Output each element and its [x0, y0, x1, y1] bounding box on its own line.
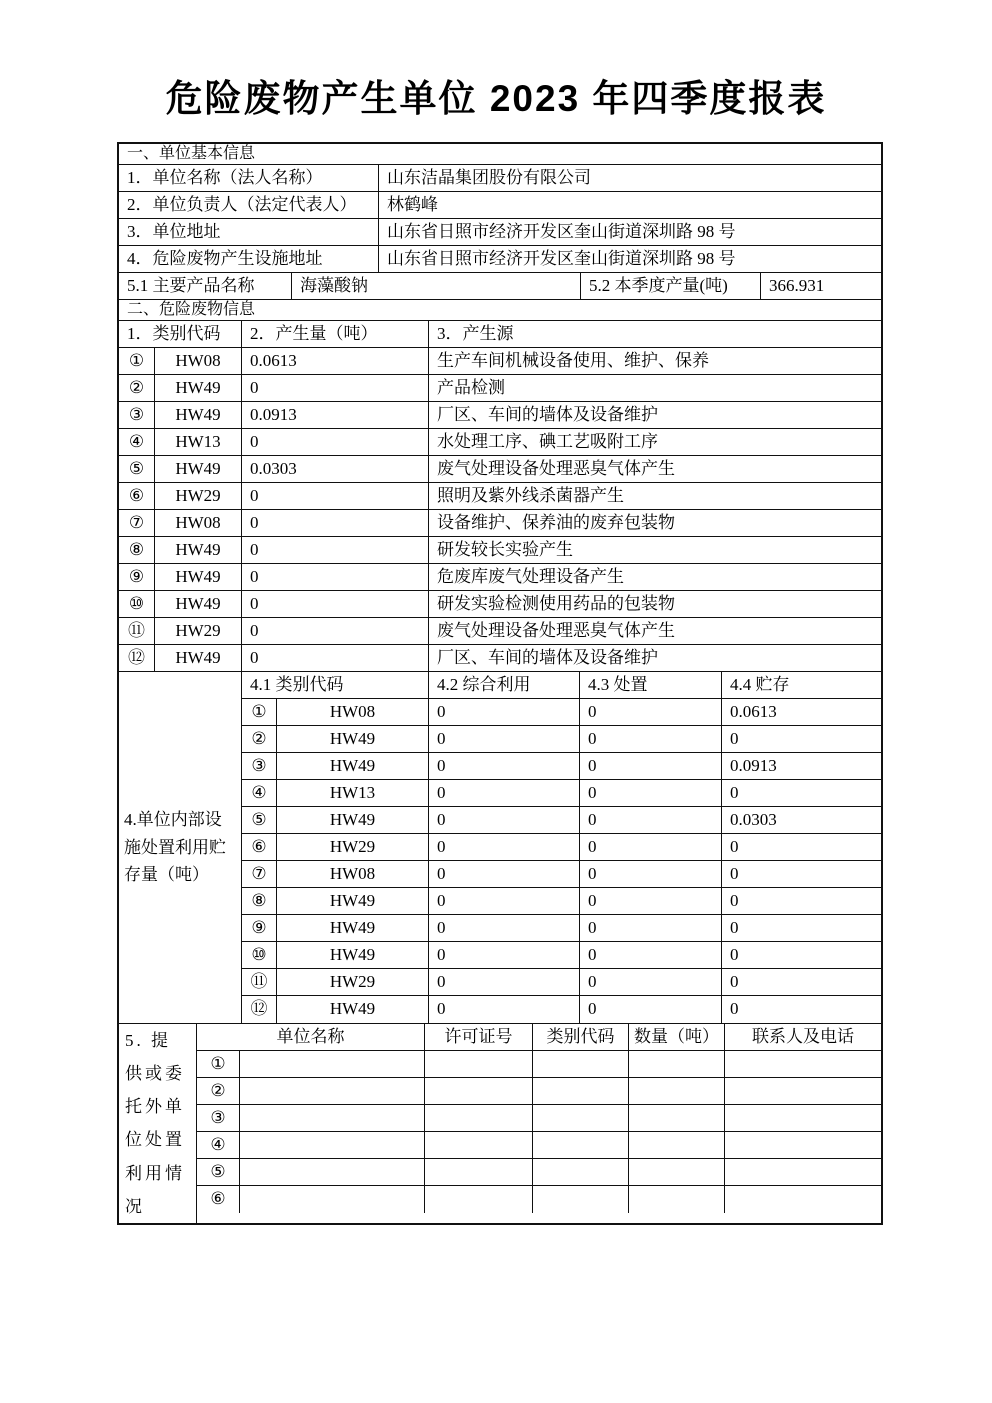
- contact-cell: [725, 1186, 881, 1213]
- waste-code: HW49: [277, 915, 429, 941]
- section5-grid: [197, 1024, 881, 1223]
- waste-row: [119, 591, 881, 618]
- dispose-qty: 0: [580, 780, 722, 806]
- unit-name-cell: [240, 1159, 425, 1185]
- row-no: ⑥: [119, 483, 155, 509]
- field-value: 山东省日照市经济开发区奎山街道深圳路 98 号: [387, 221, 736, 241]
- row-no: ⑫: [119, 645, 155, 671]
- qty-cell: [629, 1186, 725, 1213]
- row-no: ④: [197, 1132, 240, 1158]
- waste-row: [119, 537, 881, 564]
- waste-source: 生产车间机械设备使用、维护、保养: [437, 350, 709, 370]
- waste-code: HW49: [155, 402, 242, 428]
- use-qty: 0: [429, 753, 580, 779]
- col-header-qty: 2．产生量（吨）: [242, 321, 429, 347]
- external-row: [197, 1051, 881, 1078]
- waste-code: HW49: [277, 996, 429, 1023]
- waste-code: HW29: [155, 618, 242, 644]
- waste-code: HW08: [277, 861, 429, 887]
- waste-code: HW49: [155, 537, 242, 563]
- waste-qty: 0: [242, 429, 429, 455]
- waste-qty: 0: [242, 510, 429, 536]
- code-cell: [533, 1132, 629, 1158]
- dispose-qty: 0: [580, 699, 722, 725]
- row-no: ①: [119, 348, 155, 374]
- report-table: [117, 142, 883, 1225]
- license-cell: [425, 1159, 533, 1185]
- waste-qty: 0: [242, 537, 429, 563]
- store-qty: 0: [730, 999, 739, 1019]
- field-value: 山东省日照市经济开发区奎山街道深圳路 98 号: [387, 248, 736, 268]
- license-cell: [425, 1051, 533, 1077]
- field-label: 4．危险废物产生设施地址: [119, 246, 379, 272]
- external-row: [197, 1105, 881, 1132]
- field-row-legal-rep: [119, 192, 881, 219]
- use-qty: 0: [429, 996, 580, 1023]
- col-header-license: 许可证号: [425, 1024, 533, 1050]
- storage-row: [242, 699, 881, 726]
- waste-code: HW08: [155, 510, 242, 536]
- col-header-store: 4.4 贮存: [730, 674, 790, 694]
- use-qty: 0: [429, 834, 580, 860]
- row-no: ②: [197, 1078, 240, 1104]
- waste-source: 产品检测: [437, 377, 505, 397]
- use-qty: 0: [429, 888, 580, 914]
- col-header-code: 类别代码: [533, 1024, 629, 1050]
- waste-code: HW13: [155, 429, 242, 455]
- store-qty: 0: [730, 836, 739, 856]
- dispose-qty: 0: [580, 726, 722, 752]
- section5: [119, 1024, 881, 1223]
- waste-source: 废气处理设备处理恶臭气体产生: [437, 620, 675, 640]
- waste-qty: 0.0613: [242, 348, 429, 374]
- waste-qty: 0: [242, 645, 429, 671]
- external-row: [197, 1078, 881, 1105]
- dispose-qty: 0: [580, 888, 722, 914]
- code-cell: [533, 1186, 629, 1213]
- waste-row: [119, 645, 881, 672]
- code-cell: [533, 1051, 629, 1077]
- col-header-unit-name: 单位名称: [197, 1024, 425, 1050]
- waste-row: [119, 483, 881, 510]
- waste-row: [119, 510, 881, 537]
- waste-row: [119, 456, 881, 483]
- waste-source: 设备维护、保养油的废弃包装物: [437, 512, 675, 532]
- waste-row: [119, 348, 881, 375]
- waste-source: 危废库废气处理设备产生: [437, 566, 624, 586]
- row-no: ③: [197, 1105, 240, 1131]
- qty-cell: [629, 1159, 725, 1185]
- dispose-qty: 0: [580, 969, 722, 995]
- code-cell: [533, 1159, 629, 1185]
- row-no: ⑦: [242, 861, 277, 887]
- row-no: ⑤: [242, 807, 277, 833]
- waste-source: 研发实验检测使用药品的包装物: [437, 593, 675, 613]
- section2-header-row: [119, 321, 881, 348]
- waste-source: 废气处理设备处理恶臭气体产生: [437, 458, 675, 478]
- product-qty-label: 5.2 本季度产量(吨): [581, 273, 761, 299]
- waste-qty: 0: [242, 375, 429, 401]
- report-title: 危险废物产生单位 2023 年四季度报表: [165, 78, 827, 119]
- field-row-unit-address: [119, 219, 881, 246]
- dispose-qty: 0: [580, 915, 722, 941]
- use-qty: 0: [429, 942, 580, 968]
- waste-code: HW08: [277, 699, 429, 725]
- waste-code: HW49: [155, 456, 242, 482]
- dispose-qty: 0: [580, 807, 722, 833]
- contact-cell: [725, 1105, 881, 1131]
- row-no: ⑪: [119, 618, 155, 644]
- section2-band-label: 二、危险废物信息: [127, 301, 256, 319]
- waste-row: [119, 618, 881, 645]
- license-cell: [425, 1186, 533, 1213]
- waste-row: [119, 429, 881, 456]
- storage-row: [242, 807, 881, 834]
- waste-qty: 0.0913: [242, 402, 429, 428]
- external-row: [197, 1132, 881, 1159]
- field-row-facility-address: [119, 246, 881, 273]
- col-header-source: 3．产生源: [437, 323, 514, 343]
- product-name-label: 5.1 主要产品名称: [119, 273, 292, 299]
- section5-header-row: [197, 1024, 881, 1051]
- product-name-value: 海藻酸钠: [292, 273, 581, 299]
- store-qty: 0: [730, 863, 739, 883]
- external-row: [197, 1159, 881, 1186]
- code-cell: [533, 1078, 629, 1104]
- storage-row: [242, 942, 881, 969]
- field-value: 林鹤峰: [387, 194, 438, 214]
- waste-qty: 0: [242, 483, 429, 509]
- row-no: ⑨: [119, 564, 155, 590]
- section5-label: 5. 提供或委托外单位处置利用情况: [119, 1024, 197, 1223]
- col-header-code: 1．类别代码: [119, 321, 242, 347]
- store-qty: 0: [730, 728, 739, 748]
- unit-name-cell: [240, 1078, 425, 1104]
- waste-code: HW49: [155, 591, 242, 617]
- storage-row: [242, 753, 881, 780]
- row-no: ⑨: [242, 915, 277, 941]
- section4-label: 4.单位内部设施处置利用贮存量（吨）: [119, 672, 242, 1023]
- field-label: 2．单位负责人（法定代表人）: [119, 192, 379, 218]
- license-cell: [425, 1105, 533, 1131]
- unit-name-cell: [240, 1132, 425, 1158]
- dispose-qty: 0: [580, 834, 722, 860]
- license-cell: [425, 1078, 533, 1104]
- dispose-qty: 0: [580, 861, 722, 887]
- waste-source: 厂区、车间的墙体及设备维护: [437, 404, 658, 424]
- field-label: 1．单位名称（法人名称）: [119, 165, 379, 191]
- waste-source: 照明及紫外线杀菌器产生: [437, 485, 624, 505]
- col-header-code: 4.1 类别代码: [242, 672, 429, 698]
- row-no: ⑧: [242, 888, 277, 914]
- col-header-qty: 数量（吨）: [629, 1024, 725, 1050]
- store-qty: 0: [730, 890, 739, 910]
- use-qty: 0: [429, 807, 580, 833]
- qty-cell: [629, 1078, 725, 1104]
- contact-cell: [725, 1159, 881, 1185]
- waste-qty: 0.0303: [242, 456, 429, 482]
- store-qty: 0: [730, 782, 739, 802]
- use-qty: 0: [429, 726, 580, 752]
- row-no: ④: [242, 780, 277, 806]
- use-qty: 0: [429, 699, 580, 725]
- row-no: ⑦: [119, 510, 155, 536]
- row-no: ③: [242, 753, 277, 779]
- row-no: ②: [242, 726, 277, 752]
- waste-source: 水处理工序、碘工艺吸附工序: [437, 431, 658, 451]
- product-row: [119, 273, 881, 300]
- section1-band-label: 一、单位基本信息: [127, 145, 256, 163]
- qty-cell: [629, 1105, 725, 1131]
- unit-name-cell: [240, 1105, 425, 1131]
- storage-row: [242, 888, 881, 915]
- contact-cell: [725, 1051, 881, 1077]
- store-qty: 0.0613: [730, 701, 777, 721]
- row-no: ⑩: [242, 942, 277, 968]
- store-qty: 0.0913: [730, 755, 777, 775]
- section2-band: [119, 300, 881, 321]
- field-label: 3．单位地址: [119, 219, 379, 245]
- waste-code: HW49: [155, 375, 242, 401]
- storage-row: [242, 726, 881, 753]
- section1-band: [119, 144, 881, 165]
- row-no: ①: [197, 1051, 240, 1077]
- row-no: ⑧: [119, 537, 155, 563]
- waste-code: HW29: [277, 834, 429, 860]
- storage-row: [242, 915, 881, 942]
- field-row-unit-name: [119, 165, 881, 192]
- row-no: ③: [119, 402, 155, 428]
- col-header-contact: 联系人及电话: [752, 1026, 854, 1046]
- qty-cell: [629, 1051, 725, 1077]
- waste-code: HW49: [155, 564, 242, 590]
- waste-source: 研发较长实验产生: [437, 539, 573, 559]
- store-qty: 0: [730, 944, 739, 964]
- dispose-qty: 0: [580, 996, 722, 1023]
- waste-code: HW08: [155, 348, 242, 374]
- row-no: ⑥: [197, 1186, 240, 1213]
- col-header-dispose: 4.3 处置: [580, 672, 722, 698]
- waste-code: HW49: [277, 942, 429, 968]
- row-no: ⑪: [242, 969, 277, 995]
- external-row: [197, 1186, 881, 1213]
- waste-code: HW49: [277, 753, 429, 779]
- waste-code: HW49: [155, 645, 242, 671]
- dispose-qty: 0: [580, 942, 722, 968]
- field-value: 山东洁晶集团股份有限公司: [387, 167, 591, 187]
- code-cell: [533, 1105, 629, 1131]
- contact-cell: [725, 1078, 881, 1104]
- waste-source: 厂区、车间的墙体及设备维护: [437, 647, 658, 667]
- store-qty: 0.0303: [730, 809, 777, 829]
- row-no: ⑫: [242, 996, 277, 1023]
- waste-qty: 0: [242, 564, 429, 590]
- waste-row: [119, 402, 881, 429]
- use-qty: 0: [429, 969, 580, 995]
- product-qty-value: 366.931: [769, 275, 825, 295]
- row-no: ⑥: [242, 834, 277, 860]
- use-qty: 0: [429, 861, 580, 887]
- unit-name-cell: [240, 1186, 425, 1213]
- storage-row: [242, 996, 881, 1023]
- row-no: ④: [119, 429, 155, 455]
- store-qty: 0: [730, 917, 739, 937]
- contact-cell: [725, 1132, 881, 1158]
- waste-qty: 0: [242, 618, 429, 644]
- waste-code: HW13: [277, 780, 429, 806]
- row-no: ⑩: [119, 591, 155, 617]
- row-no: ⑤: [197, 1159, 240, 1185]
- storage-row: [242, 780, 881, 807]
- waste-code: HW29: [277, 969, 429, 995]
- storage-row: [242, 834, 881, 861]
- waste-row: [119, 375, 881, 402]
- col-header-use: 4.2 综合利用: [429, 672, 580, 698]
- storage-row: [242, 861, 881, 888]
- waste-code: HW49: [277, 888, 429, 914]
- waste-row: [119, 564, 881, 591]
- license-cell: [425, 1132, 533, 1158]
- row-no: ②: [119, 375, 155, 401]
- row-no: ⑤: [119, 456, 155, 482]
- unit-name-cell: [240, 1051, 425, 1077]
- use-qty: 0: [429, 780, 580, 806]
- row-no: ①: [242, 699, 277, 725]
- dispose-qty: 0: [580, 753, 722, 779]
- waste-code: HW49: [277, 726, 429, 752]
- section4: [119, 672, 881, 1024]
- section4-header-row: [242, 672, 881, 699]
- store-qty: 0: [730, 971, 739, 991]
- storage-row: [242, 969, 881, 996]
- waste-code: HW49: [277, 807, 429, 833]
- use-qty: 0: [429, 915, 580, 941]
- section4-grid: [242, 672, 881, 1023]
- waste-code: HW29: [155, 483, 242, 509]
- waste-qty: 0: [242, 591, 429, 617]
- qty-cell: [629, 1132, 725, 1158]
